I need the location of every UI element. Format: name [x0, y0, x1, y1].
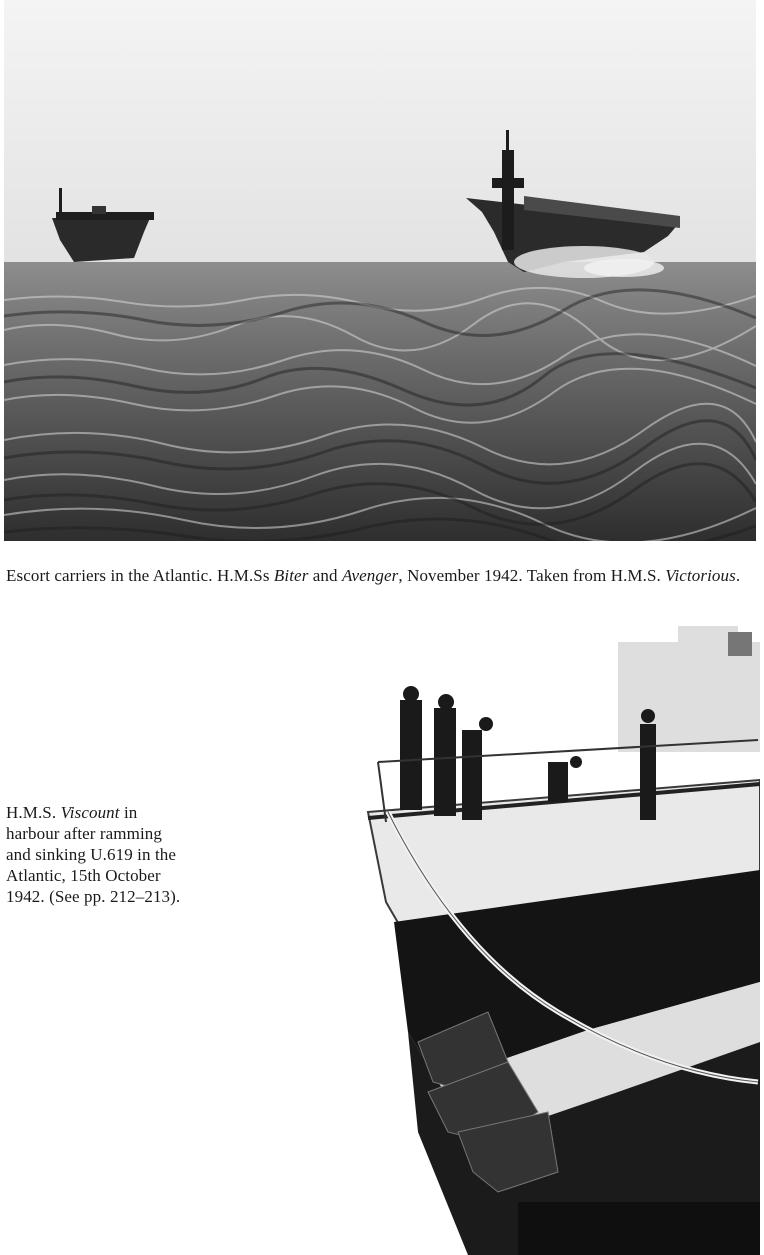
caption-text-1: Escort carriers in the Atlantic. H.M.Ss [6, 566, 274, 585]
caption-line-2: harbour after ramming [6, 824, 162, 843]
caption-line-3: and sinking U.619 in the [6, 845, 177, 864]
photo-viscount [258, 612, 760, 1255]
escort-carriers-image [4, 0, 756, 541]
caption-viscount [6, 802, 236, 907]
caption-line-1 [6, 803, 137, 822]
caption-line-4: Atlantic, 15th October [6, 866, 161, 885]
caption-line-1-suffix: in [119, 803, 138, 822]
ship-name-victorious: Victorious [665, 566, 736, 585]
photo-escort-carriers [4, 0, 756, 541]
ship-name-viscount: Viscount [60, 803, 120, 822]
caption-escort-carriers [6, 565, 756, 586]
caption-text-3: , November 1942. Taken from H.M.S. [398, 566, 666, 585]
caption-text-4: . [735, 566, 741, 585]
caption-text-2: and [308, 566, 342, 585]
ship-name-biter: Biter [273, 566, 309, 585]
viscount-image [258, 612, 760, 1255]
caption-line-5: 1942. (See pp. 212–213). [6, 887, 181, 906]
caption-line-1-prefix: H.M.S. [6, 803, 61, 822]
ship-name-avenger: Avenger [341, 566, 399, 585]
